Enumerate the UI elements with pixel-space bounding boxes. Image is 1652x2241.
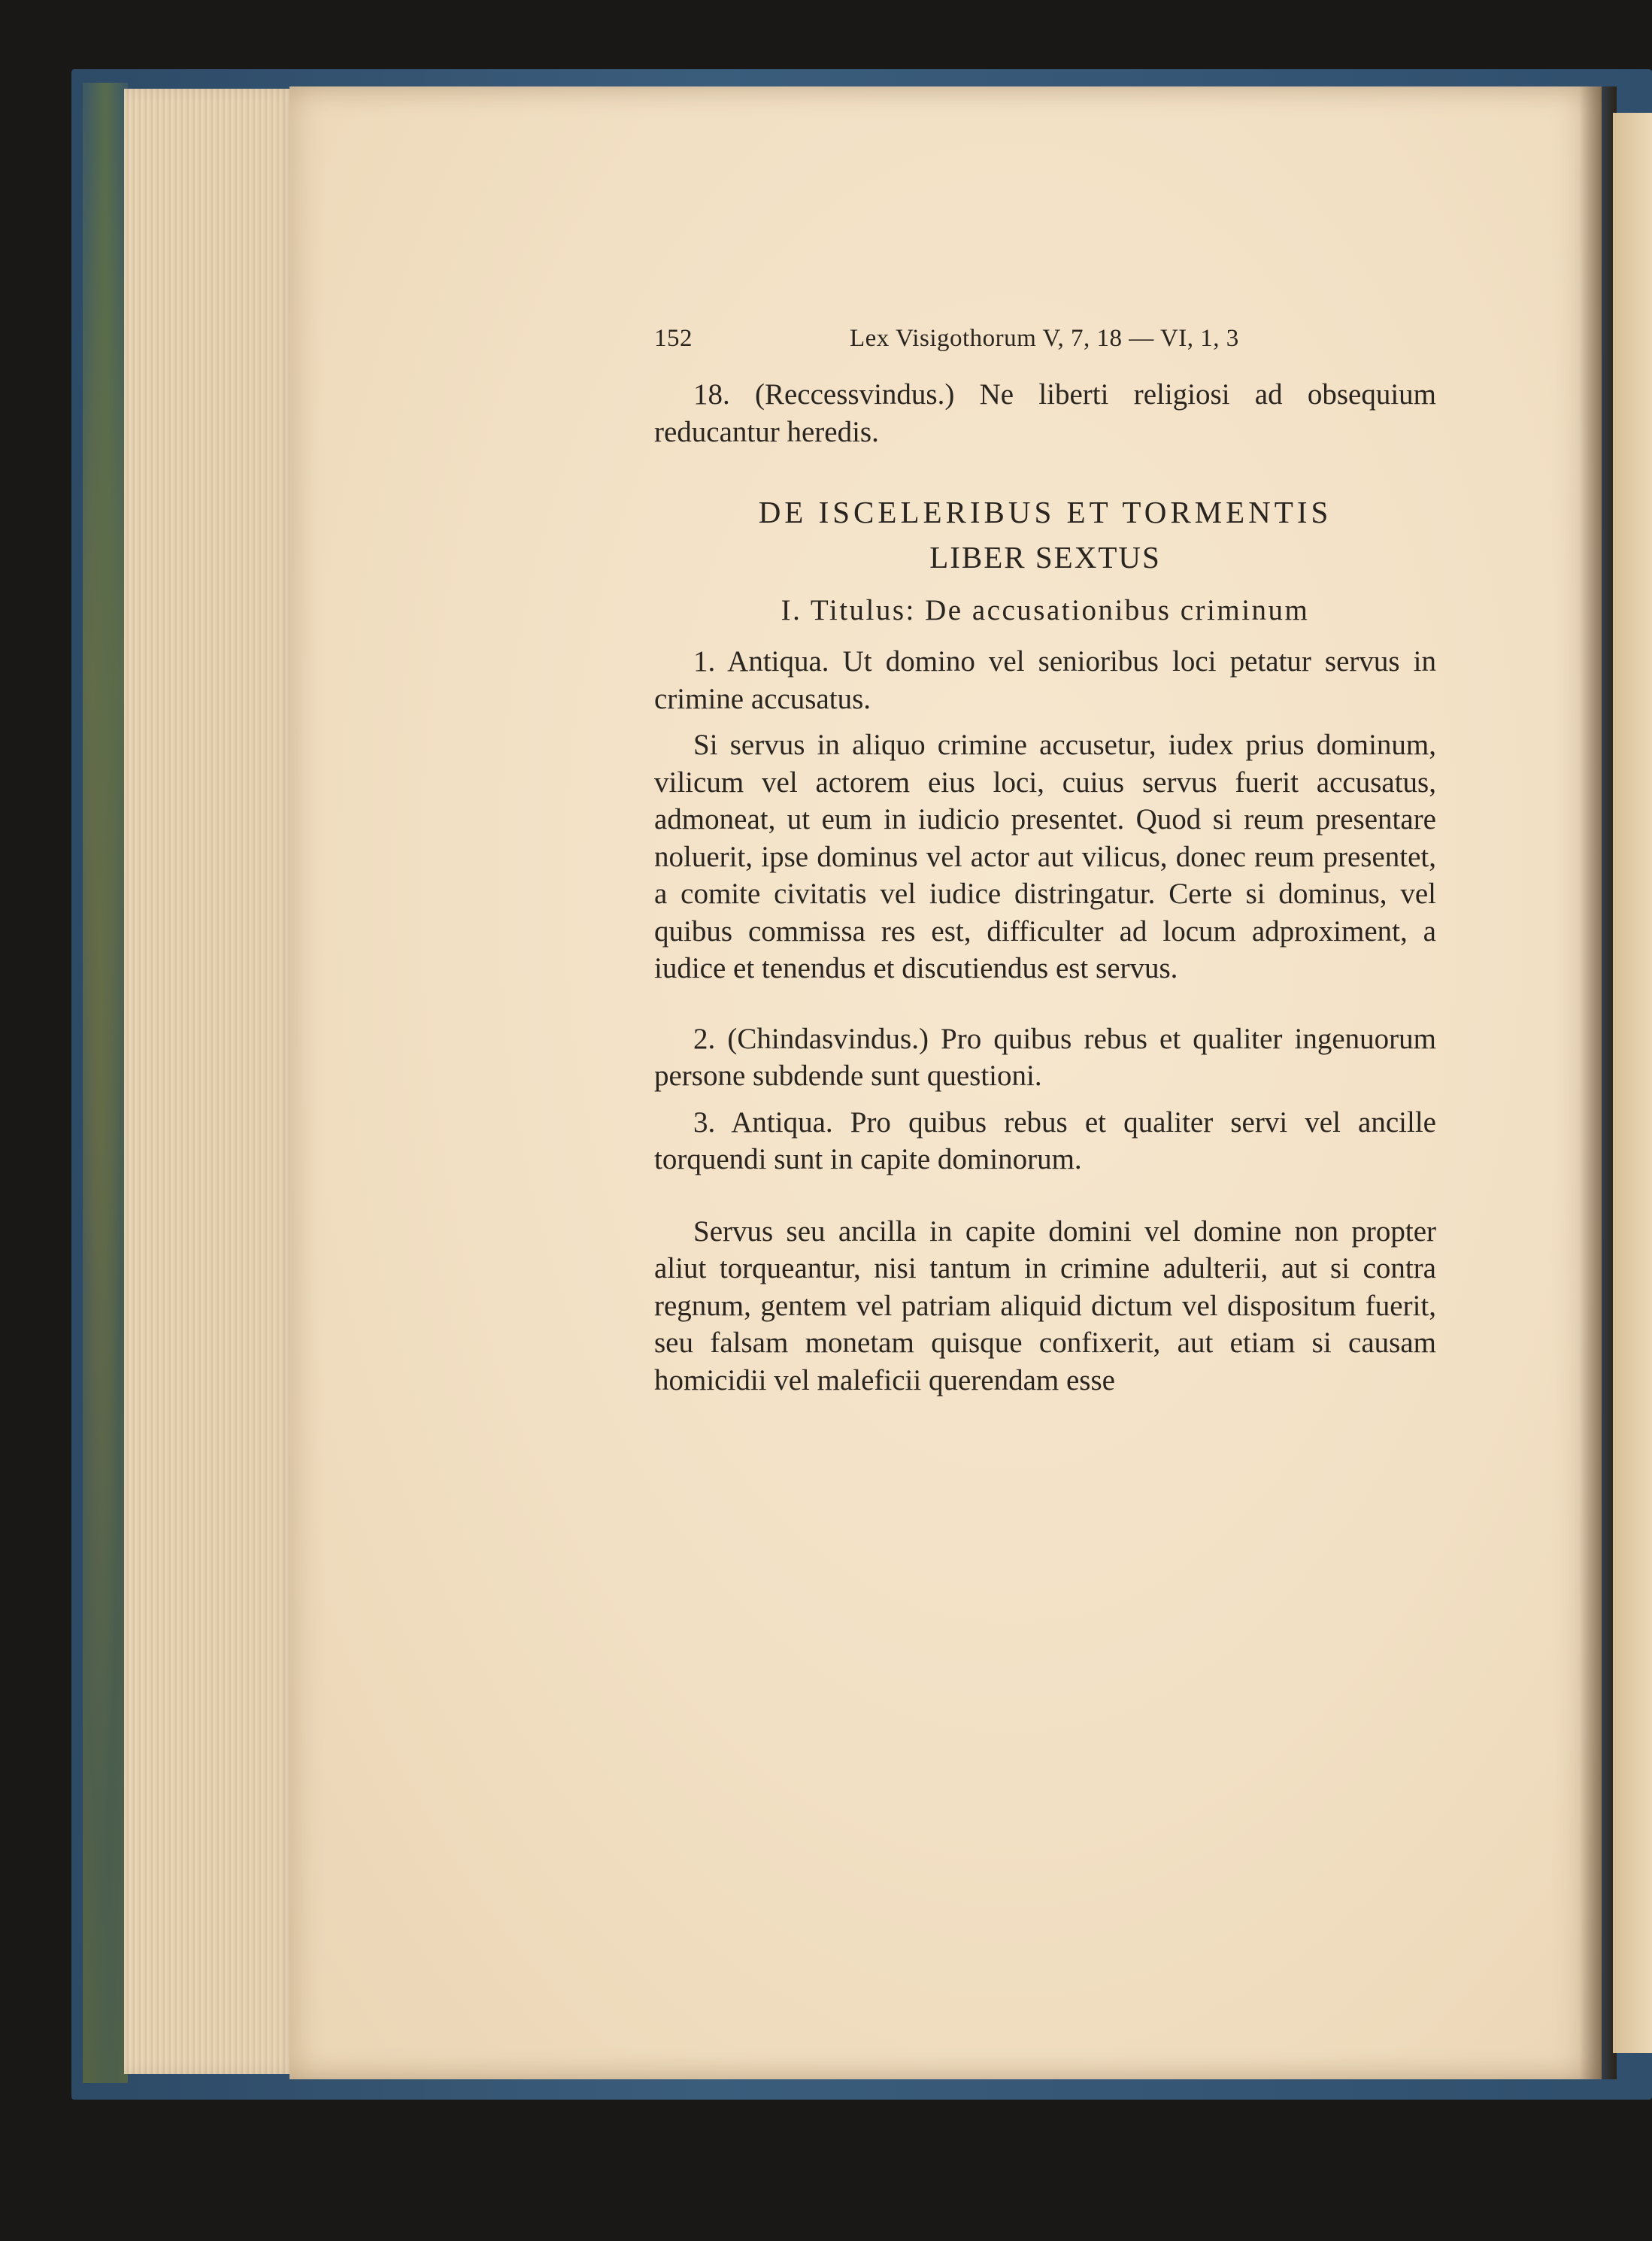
page-text — [654, 325, 1436, 1399]
law-18-heading: 18. (Reccessvindus.) Ne liberti religiosi ad obsequium reducantur heredis. — [654, 378, 1436, 448]
law-1-heading: 1. Antiqua. Ut domino vel senioribus loci petatur servus in crimine accusatus. — [654, 645, 1436, 715]
running-head — [654, 325, 1436, 370]
book-subheading: LIBER SEXTUS — [929, 540, 1161, 575]
law-3-text: Servus seu ancilla in capite domini vel domine non propter aliut torqueantur, nisi tantum in crimine adulterii, aut si contra regnum, gentem vel patriam aliquid dictum vel dispositum fuerit, seu falsam monetam quisque confixerit, aut etiam si causam homicidii vel maleficii querendam esse — [654, 1215, 1436, 1396]
law-1-text: Si servus in aliquo crimine accusetur, iudex prius dominum, vilicum vel actorem eius loci, cuius servus fuerit accusatus, admoneat, ut eum in iudicio presentet. Quod si reum presentare noluerit, ipse dominus vel actor aut vilicus, donec reum presentet, a comite civitatis vel iudice distringatur. Certe si dominus, vel quibus commissa res est, difficulter ad locum adproximent, a iudice et tenendus et discutiendus est servus. — [654, 729, 1436, 984]
law-2-heading: 2. (Chindasvindus.) Pro quibus rebus et qualiter ingenuorum persone subdende sunt questioni. — [654, 1022, 1436, 1092]
facing-page-edge — [1613, 113, 1652, 2053]
page-number: 152 — [654, 325, 693, 352]
marbled-endpaper — [83, 83, 128, 2083]
book-heading: DE ISCELERIBUS ET TORMENTIS — [758, 495, 1332, 529]
titulus-heading: I. Titulus: De accusationibus criminum — [781, 594, 1310, 626]
page-block-edges — [124, 89, 297, 2074]
law-3-heading: 3. Antiqua. Pro quibus rebus et qualiter servi vel ancille torquendi sunt in capite dominorum. — [654, 1105, 1436, 1175]
running-title: Lex Visigothorum V, 7, 18 — VI, 1, 3 — [850, 325, 1239, 352]
page-gutter — [1579, 86, 1617, 2079]
